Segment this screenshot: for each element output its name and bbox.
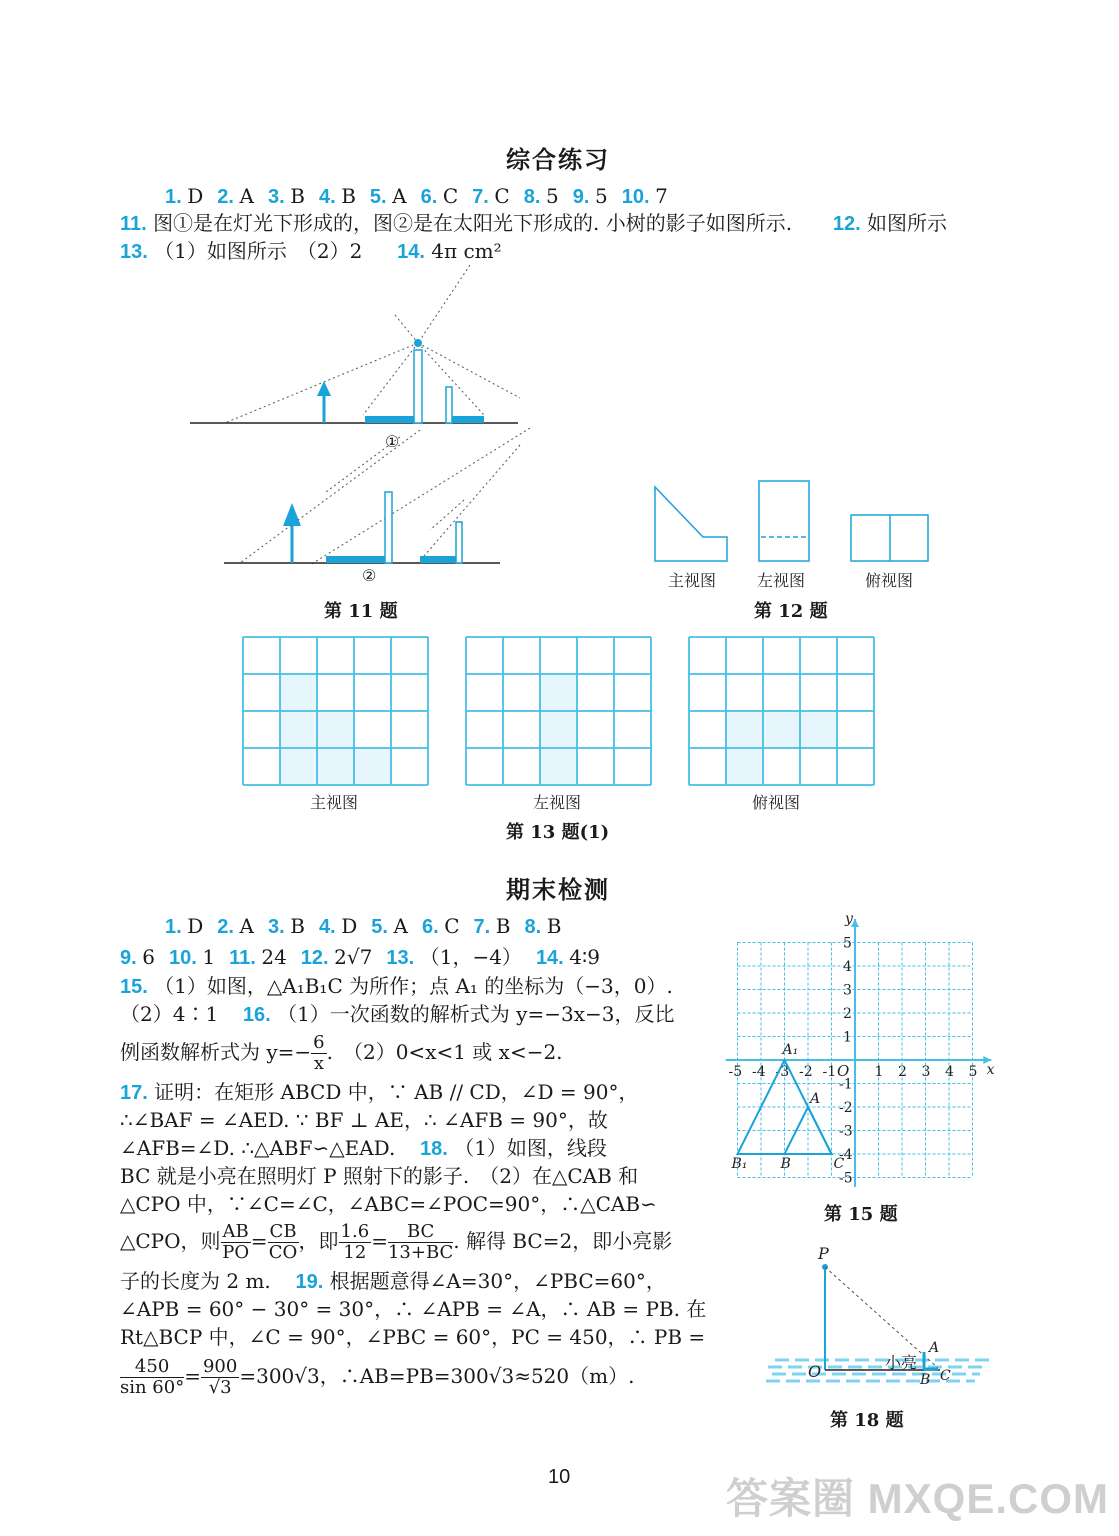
y-tick-label: 5 [843, 935, 852, 952]
answer-number: 5. [371, 916, 394, 938]
point-label: B [780, 1156, 791, 1172]
x-tick-label: -5 [728, 1064, 743, 1080]
answer-value: D [187, 184, 204, 208]
point-label: A₁ [782, 1042, 799, 1058]
x-tick-label: 4 [945, 1064, 954, 1080]
answer-number: 1. [165, 916, 188, 938]
answer-number: 11. [229, 947, 262, 969]
answer-value: B [290, 184, 305, 208]
answer-number: 2. [217, 916, 240, 938]
q18-line5: △CPO 中，∵∠C=∠C，∠ABC=∠POC=90°，∴△CAB∽ [120, 1192, 657, 1216]
answer-value: 5 [594, 184, 608, 208]
point-label: A [810, 1091, 821, 1107]
y-tick-label: -1 [839, 1076, 853, 1093]
q18-line4: BC 就是小亮在照明灯 P 照射下的影子. （2）在△CAB 和 [120, 1164, 639, 1188]
fig11-caption: 第 11 题 [324, 601, 398, 622]
answer-value: 2√7 [334, 945, 373, 969]
answer-value: A [392, 184, 407, 208]
answer-value: D [341, 914, 358, 938]
answer-number: 2. [217, 186, 240, 208]
section-title-1: 综合练习 [506, 145, 610, 174]
q18-line6: △CPO，则 $\frac{AB}{PO}$ = $\frac{CB}{CO}$ ，即 $\frac{1.6}{12}$ = $\frac{BC}{13+BC}$ . 解得 BC=2，即小亮影 [120, 1221, 673, 1263]
q19-line9: Rt△BCP 中，∠C = 90°，∠PBC = 60°，PC = 450，∴ PB = [120, 1325, 706, 1349]
answer-value: B [290, 914, 305, 938]
x-tick-label: -1 [822, 1064, 837, 1080]
origin-label: O [837, 1062, 850, 1080]
fig12-left-label: 左视图 [757, 571, 806, 590]
watermark: 答案圈 MXQE.COM [725, 1475, 1109, 1522]
answer-value: D [187, 914, 204, 938]
x-tick-label: -4 [752, 1064, 766, 1080]
fig18-label-person: 小亮 [885, 1353, 918, 1372]
y-tick-label: 2 [843, 1006, 852, 1022]
x-tick-label: -3 [775, 1064, 790, 1080]
fig11-label-1: ① [385, 432, 400, 451]
section-title-2: 期末检测 [506, 875, 610, 904]
fig18-caption: 第 18 题 [830, 1410, 904, 1431]
q15-line: 15. （1）如图，△A₁B₁C 为所作；点 A₁ 的坐标为（−3，0）. [120, 974, 673, 998]
answer-number: 3. [268, 186, 291, 208]
answer-value: 1 [202, 945, 216, 969]
y-tick-label: 3 [843, 982, 852, 999]
q18-q19-line: 子的长度为 2 m. 19. 根据题意得∠A=30°，∠PBC=60°， [120, 1269, 666, 1293]
q15b-q16-line: （2）4∶1 16. （1）一次函数的解析式为 y=−3x−3，反比 [120, 1002, 675, 1026]
answer-value: C [444, 914, 460, 938]
y-tick-label: 4 [843, 959, 852, 975]
x-tick-label: 5 [968, 1064, 978, 1080]
fig18-label-C: C [940, 1368, 951, 1384]
fig13-caption: 第 13 题(1) [506, 822, 610, 843]
y-tick-label: -3 [839, 1123, 853, 1140]
fig18-label-A: A [929, 1340, 940, 1356]
answer-number: 10. [168, 947, 203, 969]
answer-number: 7. [473, 916, 496, 938]
q19-line8: ∠APB = 60° − 30° = 30°，∴ ∠APB = ∠A，∴ AB = PB. 在 [120, 1297, 707, 1321]
answer-value: B [546, 914, 562, 938]
x-tick-label: 2 [898, 1064, 907, 1080]
answer-number: 1. [165, 186, 188, 208]
answer-value: 24 [261, 945, 287, 969]
fig12-top-label: 俯视图 [865, 571, 914, 590]
q11-text: 图①是在灯光下形成的，图②是在太阳光下形成的. 小树的影子如图所示. [153, 211, 793, 235]
answer-value: A [393, 914, 408, 938]
q12-text: 如图所示 [867, 211, 948, 235]
q11-line: 11. 图①是在灯光下形成的，图②是在太阳光下形成的. 小树的影子如图所示. 12. 如图所示 [120, 211, 948, 235]
answer-number: 10. [621, 186, 656, 208]
answer-value: B [341, 184, 356, 208]
fig18-label-P: P [818, 1244, 829, 1263]
fig18-label-O: O [808, 1362, 822, 1381]
answer-number: 9. [572, 186, 595, 208]
answer-number: 6. [420, 186, 443, 208]
fig13-top-label: 俯视图 [752, 793, 801, 812]
q19-line10: $\frac{450}{\sin 60^\circ}$ = $\frac{900}{√3}$ =300√3，∴AB=PB=300√3≈520（m）. [120, 1356, 635, 1398]
answer-value: 7 [655, 184, 668, 208]
answer-value: B [495, 914, 511, 938]
page-number: 10 [548, 1466, 571, 1488]
y-tick-label: 1 [843, 1029, 852, 1046]
answer-value: （1，−4） [419, 945, 522, 969]
answer-number: 14. [535, 947, 570, 969]
fig18-label-B: B [920, 1372, 931, 1388]
fig12-front-label: 主视图 [668, 571, 717, 590]
answer-value: C [442, 184, 459, 208]
y-axis-label: y [845, 911, 853, 927]
q17-q18-line: ∠AFB=∠D. ∴△ABF∽△EAD. 18. （1）如图，线段 [120, 1136, 607, 1160]
answer-number: 7. [472, 186, 495, 208]
q13-text: （1）如图所示 （2）2 [154, 239, 363, 263]
point-label: C [833, 1156, 845, 1172]
answer-number: 4. [318, 186, 342, 208]
x-tick-label: 1 [874, 1064, 884, 1080]
answer-value: 6 [142, 945, 155, 969]
answer-number: 3. [268, 916, 291, 938]
q17-line1: 17. 证明：在矩形 ABCD 中，∵ AB // CD，∠D = 90°， [120, 1080, 639, 1104]
q16-line2: 例函数解析式为 y=− $\frac{6}{x}$ . （2）0<x<1 或 x<−2. [120, 1032, 563, 1074]
answer-number: 4. [318, 916, 342, 938]
x-axis-label: x [986, 1062, 995, 1078]
fig11-label-2: ② [362, 566, 377, 585]
q14-text: 4π cm² [431, 239, 502, 263]
fig12-caption: 第 12 题 [754, 601, 828, 622]
answer-value: 5 [545, 184, 559, 208]
fig15-caption: 第 15 题 [824, 1204, 898, 1225]
x-tick-label: 3 [921, 1064, 931, 1080]
answer-value: A [239, 914, 254, 938]
fig13-front-label: 主视图 [310, 793, 359, 812]
fig13-left-label: 左视图 [533, 793, 582, 812]
answer-number: 8. [524, 916, 547, 938]
answer-number: 5. [369, 186, 393, 208]
answer-value: C [494, 184, 510, 208]
point-label: B₁ [731, 1156, 748, 1172]
answer-value: A [239, 184, 254, 208]
y-tick-label: -5 [839, 1170, 853, 1187]
q13-line: 13. （1）如图所示 （2）2 14. 4π cm² [120, 239, 502, 263]
answer-number: 9. [120, 947, 143, 969]
y-tick-label: -4 [839, 1147, 853, 1163]
y-tick-label: -2 [839, 1100, 853, 1116]
answer-number: 6. [421, 916, 445, 938]
answer-value: 4∶9 [569, 945, 600, 969]
answer-number: 12. [300, 947, 335, 969]
x-tick-label: -2 [799, 1064, 813, 1080]
q17-line2: ∴∠BAF = ∠AED. ∵ BF ⊥ AE，∴ ∠AFB = 90°，故 [120, 1108, 608, 1132]
answer-number: 13. [386, 947, 420, 969]
answer-number: 8. [523, 186, 546, 208]
